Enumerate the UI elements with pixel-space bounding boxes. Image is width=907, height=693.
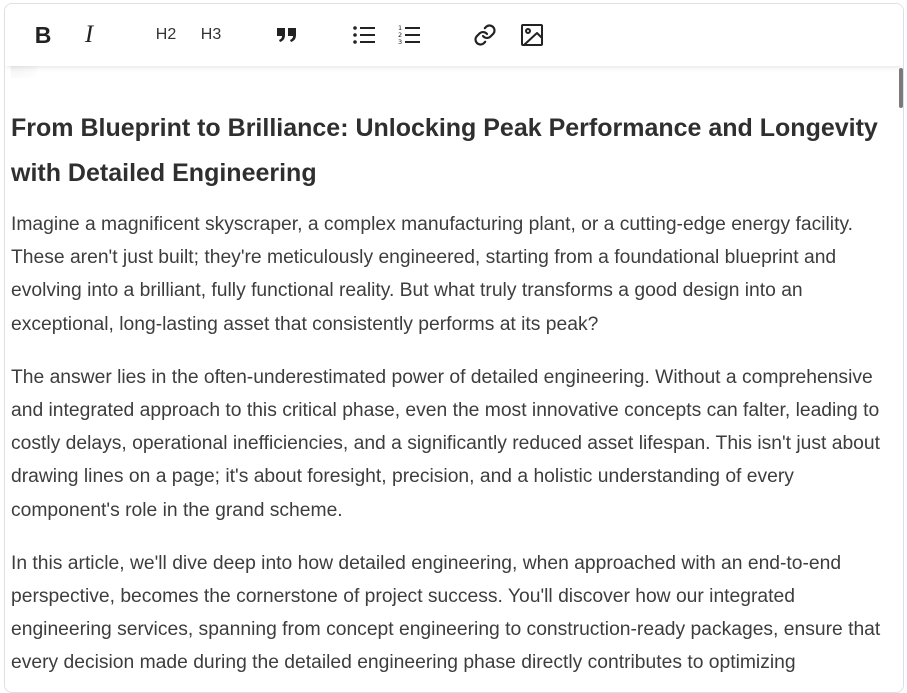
bullet-list-icon [353,25,375,45]
rich-text-editor [4,3,904,693]
heading-3-button[interactable]: H3 [200,26,222,43]
article-heading: From Blueprint to Brilliance: Unlocking Peak Performance and Longevity with Detailed Engineering [11,114,878,187]
image-button[interactable] [519,21,545,49]
svg-text:1: 1 [398,24,403,32]
quote-button[interactable] [275,21,299,49]
image-icon [520,23,544,47]
article-paragraph-2: The answer lies in the often-underestimated power of detailed engineering. Without a comprehensive and integrated approach to this critical phase, even the most innovative concepts can falter, leading to costly delays, operational inefficiencies, and a significantly reduced asset lifespan. This isn't just about drawing lines on a page; it's about foresight, precision, and a holistic understanding of every component's role in the grand scheme. [11,366,880,521]
link-button[interactable] [472,21,498,49]
svg-text:2: 2 [398,31,403,39]
quote-icon [276,27,298,43]
numbered-list-icon [398,24,420,46]
bullet-list-button[interactable] [352,21,376,49]
toolbar-shadow [11,66,37,78]
heading-2-button[interactable]: H2 [155,26,177,43]
vertical-scrollbar[interactable] [899,68,903,108]
italic-button[interactable]: I [84,21,94,48]
editor-content[interactable] [11,66,891,686]
link-icon [473,23,497,47]
svg-text:3: 3 [398,38,403,46]
numbered-list-button[interactable] [397,21,421,49]
bold-button[interactable]: B [34,21,52,48]
article-paragraph-1: Imagine a magnificent skyscraper, a complex manufacturing plant, or a cutting-edge energy facility. These aren't just built; they're meticulously engineered, starting from a foundational blueprint and evolving into a brilliant, fully functional reality. But what truly transforms a good design into an exceptional, long-lasting asset that consistently performs at its peak? [11,214,854,335]
editor-toolbar [5,4,903,66]
article-paragraph-3: In this article, we'll dive deep into how detailed engineering, when approached with an end-to-end perspective, becomes the cornerstone of project success. You'll discover how our integrated engineering services, spanning from concept engineering to construction-ready packages, ensure that every decision made during the detailed engineering phase directly contributes to optimizing [11,552,881,674]
